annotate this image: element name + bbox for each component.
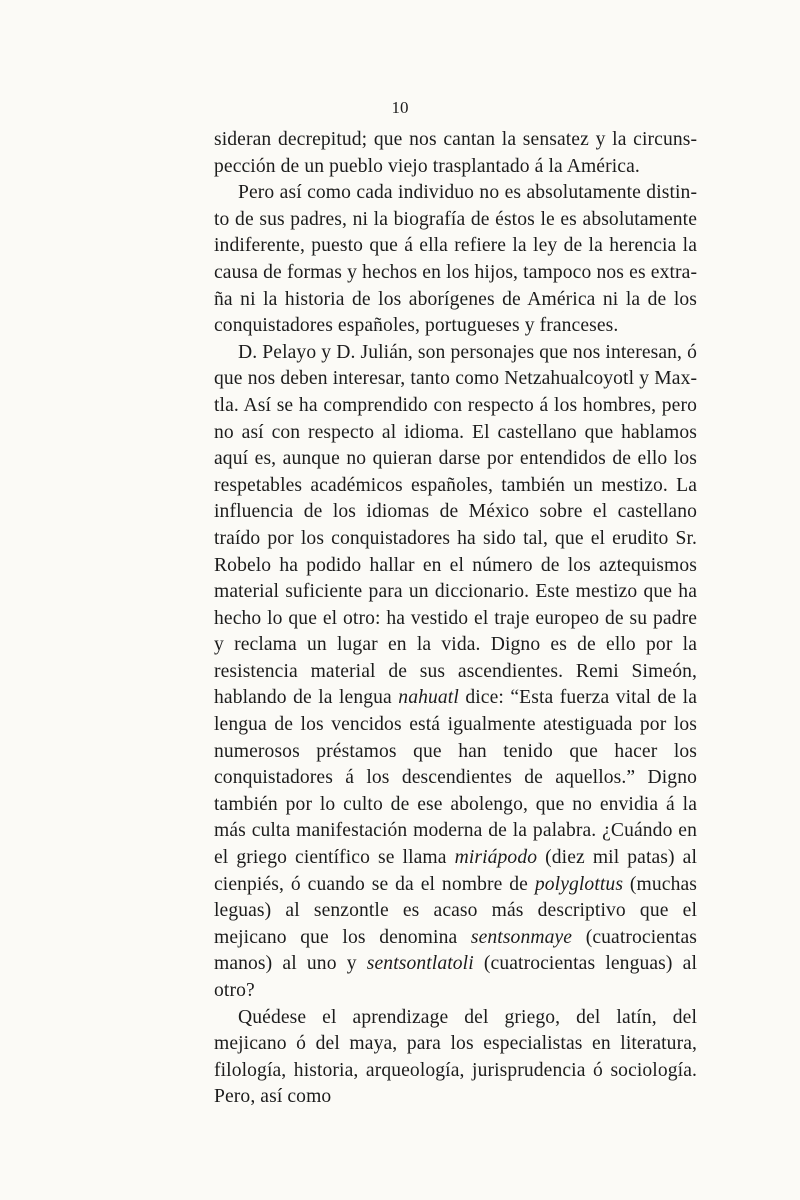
italic-term: polyglottus — [534, 873, 624, 895]
text-run: (diez mil patas) al cienpiés, ó cuando se da el nombre de — [214, 847, 697, 895]
paragraph — [214, 180, 697, 340]
body-text — [214, 127, 697, 1111]
italic-term: sentsontlatoli — [366, 953, 474, 975]
paragraph — [214, 127, 697, 180]
paragraph — [214, 340, 697, 1005]
italic-term: miriápodo — [454, 847, 538, 869]
text-run: Pero así como cada individuo no es absolutamente distinto de sus padres, ni la biografía de éstos le es absolutamente indiferente, puesto que á ella refiere la ley de la herencia la causa de formas y hechos en los hijos, tampoco nos es extraña ni la historia de los aborígenes de América ni la de los conquistadores españoles, portugueses y franceses. — [214, 182, 697, 337]
text-run: sideran decrepitud; que nos cantan la sensatez y la circunspección de un pueblo viejo trasplantado á la América. — [214, 129, 697, 177]
paragraph — [214, 1005, 697, 1111]
italic-term: sentsonmaye — [470, 926, 573, 948]
text-run: Quédese el aprendizage del griego, del latín, del mejicano ó del maya, para los especialistas en literatura, filología, historia, arqueología, jurisprudencia ó sociología. Pero, así como — [214, 1006, 697, 1108]
text-run: dice: “Esta fuerza vital de la lengua de los vencidos está igualmente atestiguada por los numerosos préstamos que han tenido que hacer los conquistadores á los descendientes de aquellos.” Digno también por lo culto de ese abolengo, que no envidia á la más culta manifestación moderna de la palabra. ¿Cuándo en el griego científico se llama — [214, 687, 697, 869]
italic-term: nahuatl — [398, 687, 459, 709]
text-run: (cuatrocientas manos) al uno y — [214, 926, 697, 975]
page-number: 10 — [391, 98, 409, 117]
text-run: D. Pelayo y D. Julián, son personajes que nos interesan, ó que nos deben interesar, tanto como Netzahualcoyotl y Maxtla. Así se ha comprendido con respecto á los hombres, pero no así con respecto al idioma. El castellano que hablamos aquí es, aunque no quieran darse por entendidos de ello los respetables académicos españoles, también un mestizo. La influencia de los idiomas de México sobre el castellano traído por los conquistadores ha sido tal, que el erudito Sr. Robelo ha podido hallar en el número de los aztequismos material suficiente para un diccionario. Este mestizo que ha hecho lo que el otro: ha vestido el traje europeo de su padre y reclama un lugar en la vida. Digno es de ello por la resistencia material de sus ascendientes. Remi Simeón, hablando de la lengua — [214, 341, 697, 709]
text-run: (cuatrocientas lenguas) al otro? — [214, 953, 698, 1001]
text-run: (muchas leguas) al senzontle es acaso más descriptivo que el mejicano que los denomina — [214, 873, 698, 948]
